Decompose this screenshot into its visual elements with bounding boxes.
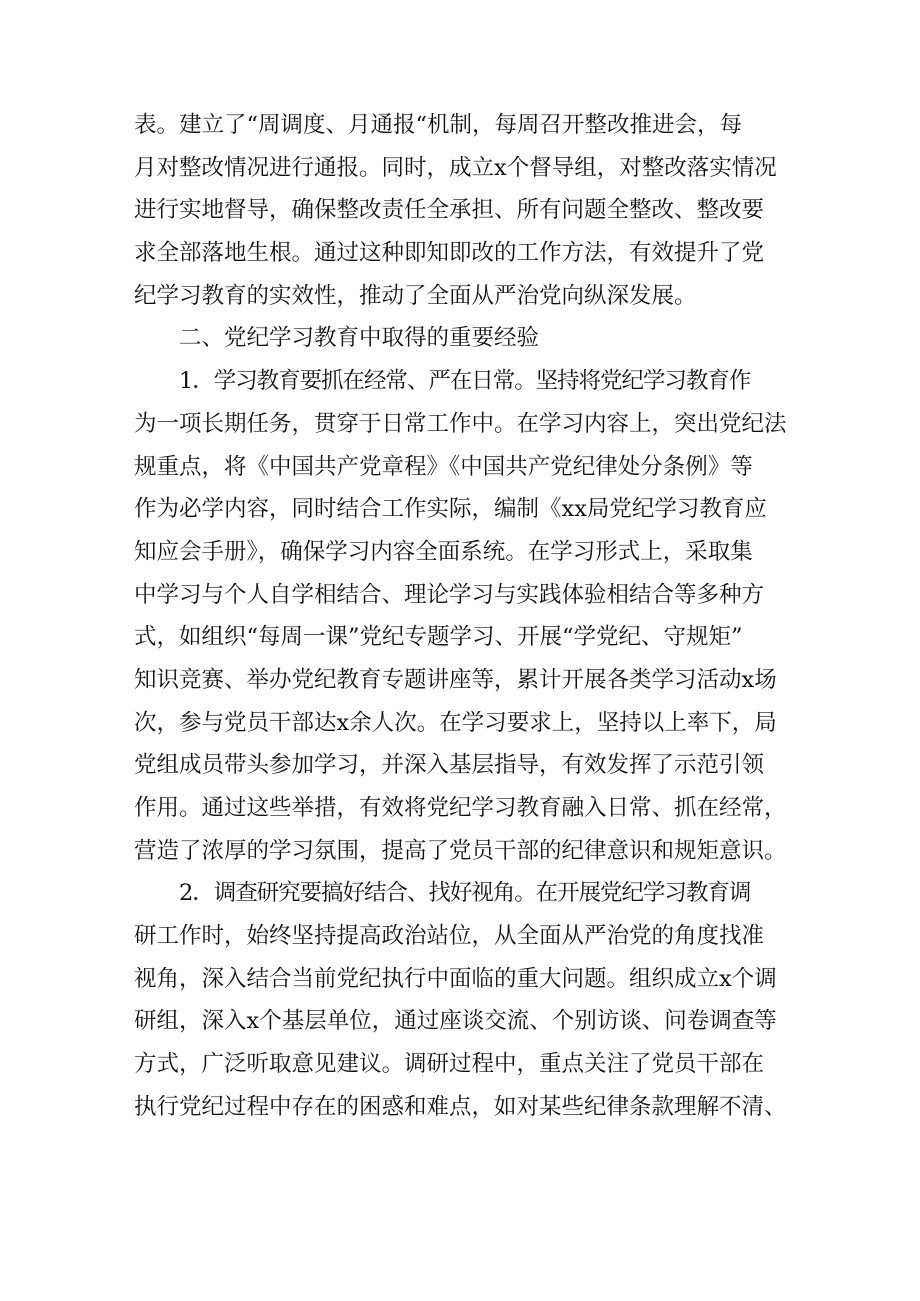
text-line: 式，如组织“每周一课”党纪专题学习、开展“学党纪、守规矩” (134, 624, 743, 651)
text-line: 2．调查研究要搞好结合、找好视角。在开展党纪学习教育调 (179, 880, 751, 907)
text-line: 营造了浓厚的学习氛围，提高了党员干部的纪律意识和规矩意识。 (134, 837, 787, 864)
text-line: 执行党纪过程中存在的困惑和难点，如对某些纪律条款理解不清、 (134, 1093, 787, 1120)
text-line: 中学习与个人自学相结合、理论学习与实践体验相结合等多种方 (134, 581, 765, 608)
text-line: 知应会手册》，确保学习内容全面系统。在学习形式上，采取集 (134, 538, 753, 565)
text-line: 作为必学内容，同时结合工作实际，编制《xx局党纪学习教育应 (134, 496, 767, 523)
text-line: 表。建立了“周调度、月通报“机制，每周召开整改推进会，每 (134, 112, 743, 138)
section-heading: 二、党纪学习教育中取得的重要经验 (179, 325, 540, 352)
text-line: 知识竞赛、举办党纪教育专题讲座等，累计开展各类学习活动x场 (134, 666, 777, 693)
text-line: 纪学习教育的实效性，推动了全面从严治党向纵深发展。 (134, 282, 697, 309)
text-line: 视角，深入结合当前党纪执行中面临的重大问题。组织成立x个调 (134, 965, 777, 992)
document-body (134, 104, 796, 1129)
text-line: 规重点，将《中国共产党章程》《中国共产党纪律处分条例》等 (134, 453, 753, 480)
text-line: 研工作时，始终坚持提高政治站位，从全面从严治党的角度找准 (134, 923, 765, 950)
text-line: 月对整改情况进行通报。同时，成立x个督导组，对整改落实情况 (134, 154, 777, 181)
text-line: 作用。通过这些举措，有效将党纪学习教育融入日常、抓在经常， (134, 795, 787, 821)
text-line: 次，参与党员干部达x余人次。在学习要求上，坚持以上率下，局 (134, 709, 777, 736)
text-line: 研组，深入x个基层单位，通过座谈交流、个别访谈、问卷调查等 (134, 1008, 777, 1035)
text-line: 求全部落地生根。通过这种即知即改的工作方法，有效提升了党 (134, 240, 765, 267)
text-line: 党组成员带头参加学习，并深入基层指导，有效发挥了示范引领 (134, 752, 765, 779)
text-line: 方式，广泛听取意见建议。调研过程中，重点关注了党员干部在 (134, 1051, 765, 1078)
text-line: 1．学习教育要抓在经常、严在日常。坚持将党纪学习教育作 (179, 368, 751, 395)
text-line: 进行实地督导，确保整改责任全承担、所有问题全整改、整改要 (134, 197, 765, 224)
text-line: 为一项长期任务，贯穿于日常工作中。在学习内容上，突出党纪法 (134, 410, 787, 437)
